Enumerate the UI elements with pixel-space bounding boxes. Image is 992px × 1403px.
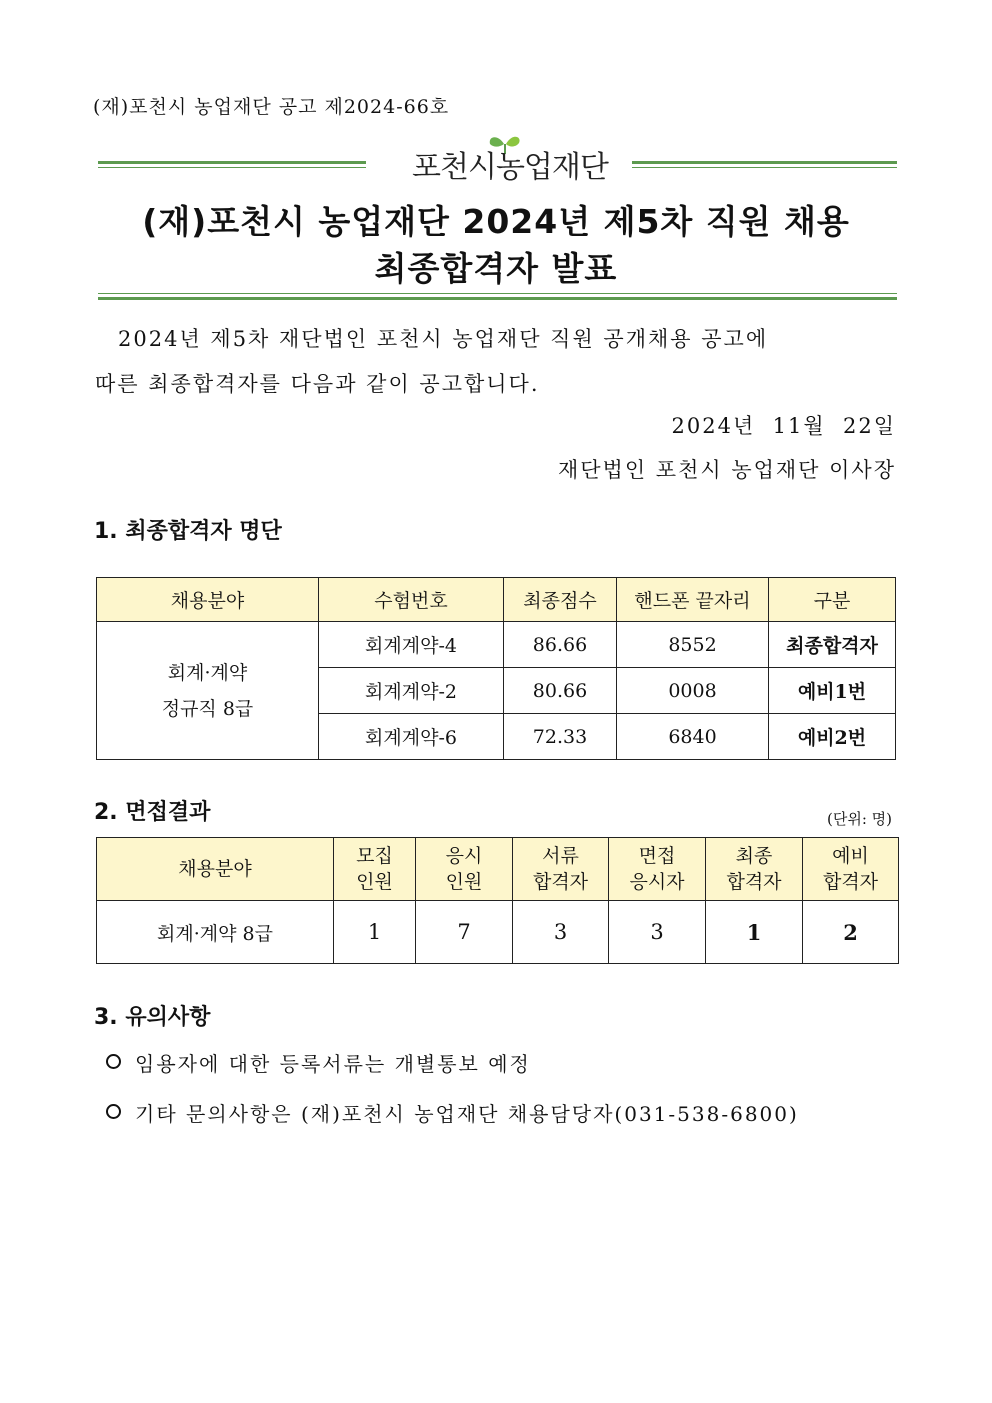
exam-no-cell: 회계계약-2 xyxy=(319,668,504,714)
circle-bullet-icon xyxy=(106,1054,121,1069)
col-doc-pass: 서류 합격자 xyxy=(513,838,609,901)
list-item: 기타 문의사항은 (재)포천시 농업재단 채용담당자(031-538-6800) xyxy=(106,1098,799,1127)
col-exam-no: 수험번호 xyxy=(319,578,504,622)
score-cell: 72.33 xyxy=(504,714,617,760)
col-applicants: 응시 인원 xyxy=(416,838,513,901)
logo-text: 포천시농업재단 xyxy=(412,150,608,185)
status-cell: 예비1번 xyxy=(769,668,896,714)
col-score: 최종점수 xyxy=(504,578,617,622)
list-item: 임용자에 대한 등록서류는 개별통보 예정 xyxy=(106,1048,531,1077)
header-rule-right xyxy=(632,161,897,164)
col-final: 최종 합격자 xyxy=(706,838,803,901)
col-phone: 핸드폰 끝자리 xyxy=(617,578,769,622)
field-cell: 회계·계약 8급 xyxy=(97,901,334,964)
score-cell: 86.66 xyxy=(504,622,617,668)
reserve-cell: 2 xyxy=(803,901,899,964)
recruit-cell: 1 xyxy=(334,901,416,964)
phone-cell: 6840 xyxy=(617,714,769,760)
final-candidates-table xyxy=(96,577,896,760)
interviewed-cell: 3 xyxy=(609,901,706,964)
section2-heading: 2. 면접결과 xyxy=(94,800,211,825)
intro-line2: 따른 최종합격자를 다음과 같이 공고합니다. xyxy=(95,372,540,396)
col-interviewed: 면접 응시자 xyxy=(609,838,706,901)
title-rule-thin xyxy=(98,293,897,294)
phone-cell: 8552 xyxy=(617,622,769,668)
field-line1: 회계·계약 xyxy=(167,661,248,684)
section3-heading: 3. 유의사항 xyxy=(94,1005,211,1030)
status-cell: 예비2번 xyxy=(769,714,896,760)
doc-pass-cell: 3 xyxy=(513,901,609,964)
intro-line1: 2024년 제5차 재단법인 포천시 농업재단 직원 공개채용 공고에 xyxy=(118,327,769,351)
issuer: 재단법인 포천시 농업재단 이사장 xyxy=(557,458,896,482)
table-row xyxy=(97,622,896,668)
title-rule xyxy=(98,297,897,300)
col-field: 채용분야 xyxy=(97,838,334,901)
table-row xyxy=(97,901,899,964)
notice-number: (재)포천시 농업재단 공고 제2024-66호 xyxy=(93,96,450,118)
final-cell: 1 xyxy=(706,901,803,964)
field-cell xyxy=(97,622,319,760)
foundation-logo xyxy=(408,130,608,185)
exam-no-cell: 회계계약-4 xyxy=(319,622,504,668)
table-header-row xyxy=(97,838,899,901)
header-rule-right-thin xyxy=(632,167,897,168)
announcement-date: 2024년 11월 22일 xyxy=(671,414,896,438)
page-title-line1: (재)포천시 농업재단 2024년 제5차 직원 채용 xyxy=(142,202,850,241)
page-title-line2: 최종합격자 발표 xyxy=(374,249,618,288)
circle-bullet-icon xyxy=(106,1104,121,1119)
status-cell: 최종합격자 xyxy=(769,622,896,668)
col-status: 구분 xyxy=(769,578,896,622)
interview-results-table xyxy=(96,837,899,964)
col-reserve: 예비 합격자 xyxy=(803,838,899,901)
exam-no-cell: 회계계약-6 xyxy=(319,714,504,760)
table-header-row xyxy=(97,578,896,622)
applicants-cell: 7 xyxy=(416,901,513,964)
header-rule-left-thin xyxy=(98,167,366,168)
score-cell: 80.66 xyxy=(504,668,617,714)
col-recruit: 모집 인원 xyxy=(334,838,416,901)
col-field: 채용분야 xyxy=(97,578,319,622)
section1-heading: 1. 최종합격자 명단 xyxy=(94,519,282,544)
unit-label: (단위: 명) xyxy=(827,810,892,828)
header-rule-left xyxy=(98,161,366,164)
phone-cell: 0008 xyxy=(617,668,769,714)
field-line2: 정규직 8급 xyxy=(161,697,254,720)
